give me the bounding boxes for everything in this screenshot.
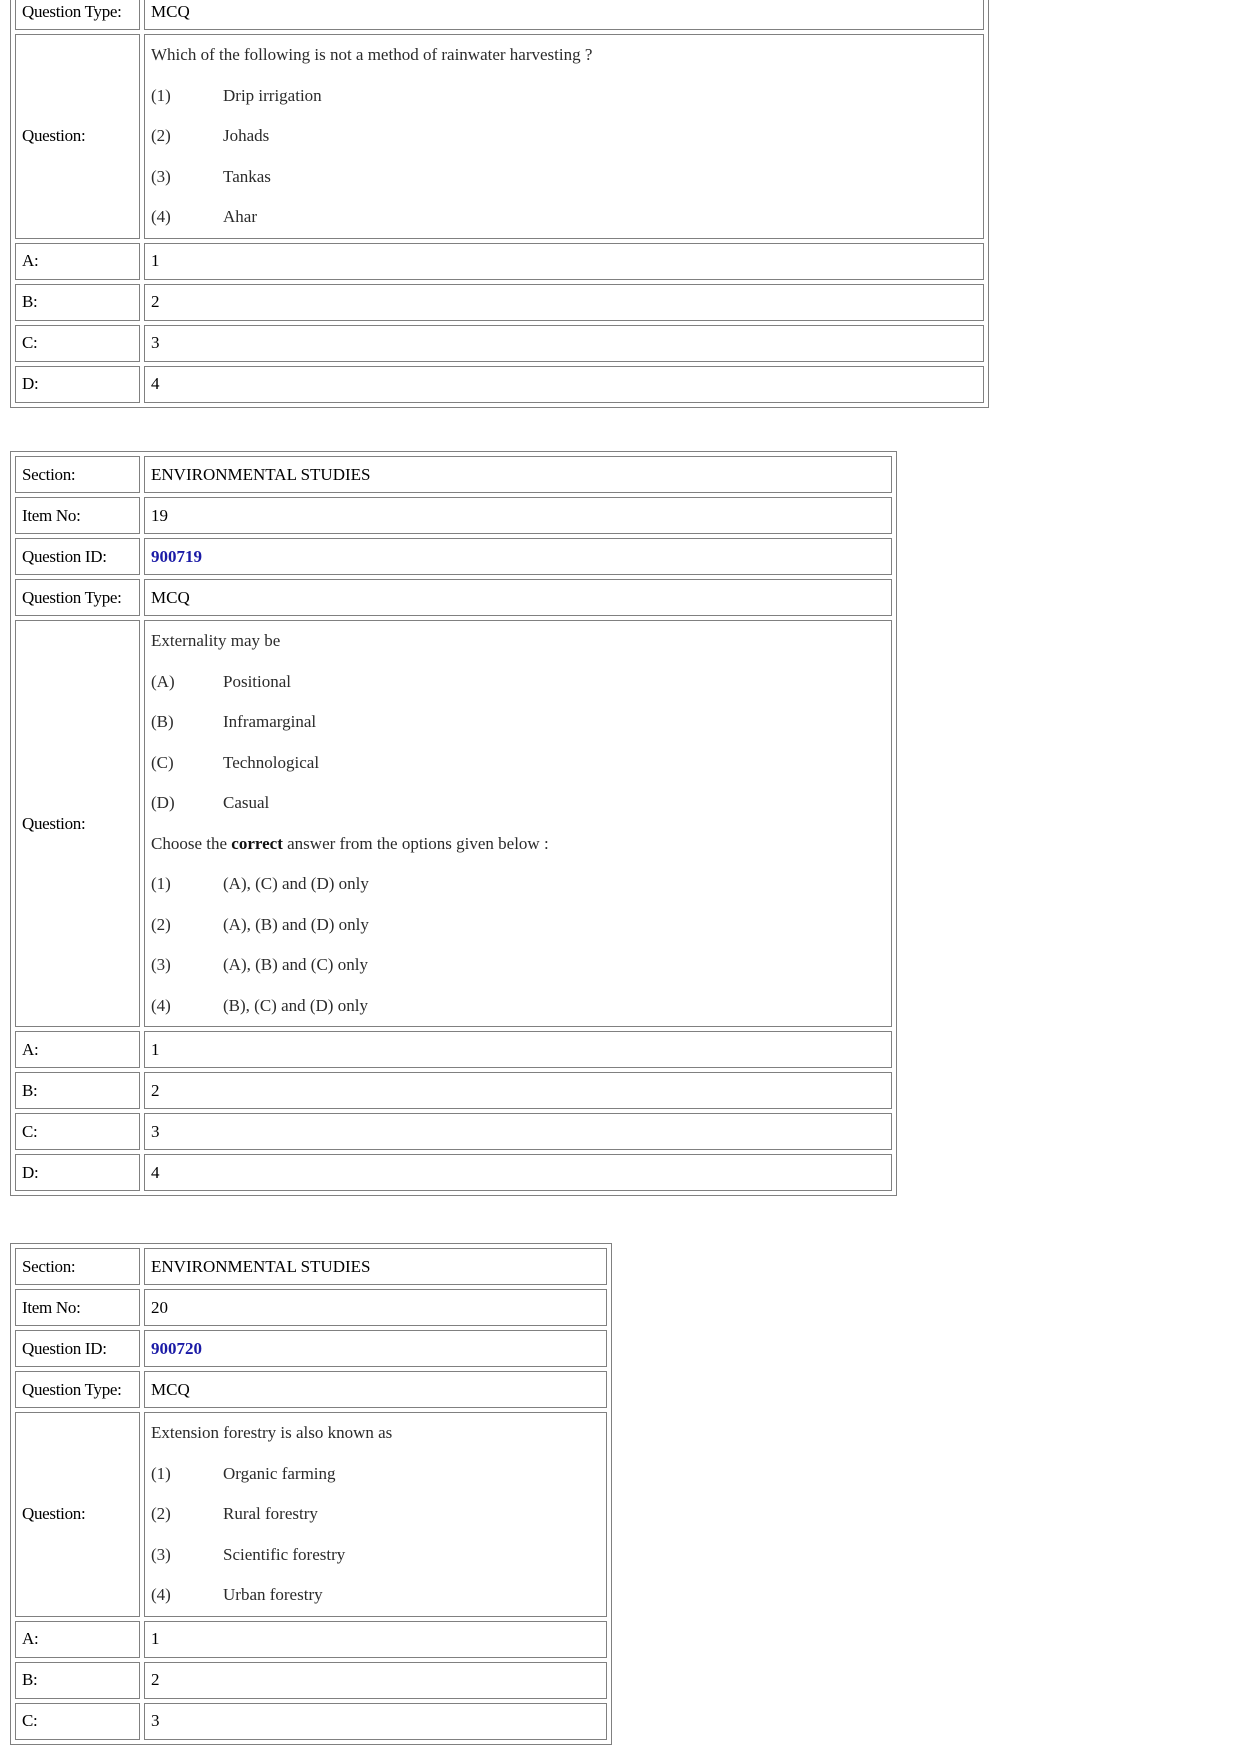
option: (3) Tankas xyxy=(151,166,271,186)
question-label: Question: xyxy=(15,620,140,1027)
question-type-label: Question Type: xyxy=(15,0,140,30)
answer-value-c: 3 xyxy=(144,1703,607,1740)
question-row xyxy=(15,1412,607,1617)
question-type-row xyxy=(15,1371,607,1408)
item-no-label: Item No: xyxy=(15,497,140,534)
question-row xyxy=(15,34,984,239)
question-id-value: 900720 xyxy=(144,1330,607,1367)
question-block-18 xyxy=(10,0,989,408)
answer-row-b xyxy=(15,1072,892,1109)
question-id-row xyxy=(15,1330,607,1367)
question-type-label: Question Type: xyxy=(15,1371,140,1408)
statement: (A) Positional xyxy=(151,671,292,691)
question-block-20 xyxy=(10,1243,612,1745)
answer-label-c: C: xyxy=(15,325,140,362)
answer-label-c: C: xyxy=(15,1703,140,1740)
question-content xyxy=(144,620,892,1027)
question-type-value: MCQ xyxy=(144,579,892,616)
section-row xyxy=(15,456,892,493)
answer-value-a: 1 xyxy=(144,1621,607,1658)
item-no-value: 19 xyxy=(144,497,892,534)
question-type-row xyxy=(15,579,892,616)
answer-value-d: 4 xyxy=(144,366,984,403)
option: (2) Johads xyxy=(151,126,270,145)
question-type-label: Question Type: xyxy=(15,579,140,616)
answer-row-c xyxy=(15,325,984,362)
item-no-label: Item No: xyxy=(15,1289,140,1326)
option: (4) Urban forestry xyxy=(151,1585,323,1604)
section-label: Section: xyxy=(15,1248,140,1285)
question-stem: Which of the following is not a method of rainwater harvesting ? xyxy=(151,45,593,64)
answer-row-b xyxy=(15,284,984,321)
question-type-value: MCQ xyxy=(144,1371,607,1408)
answer-label-b: B: xyxy=(15,284,140,321)
question-type-value: MCQ xyxy=(144,0,984,30)
statement: (D) Casual xyxy=(151,793,270,812)
statement: (C) Technological xyxy=(151,752,320,772)
answer-value-b: 2 xyxy=(144,1072,892,1109)
answer-label-a: A: xyxy=(15,1031,140,1068)
answer-row-c xyxy=(15,1703,607,1740)
answer-value-a: 1 xyxy=(144,243,984,280)
answer-row-a xyxy=(15,1031,892,1068)
answer-row-a xyxy=(15,243,984,280)
answer-label-c: C: xyxy=(15,1113,140,1150)
answer-value-c: 3 xyxy=(144,325,984,362)
statement: (B) Inframarginal xyxy=(151,712,317,731)
answer-value-c: 3 xyxy=(144,1113,892,1150)
question-content xyxy=(144,1412,607,1617)
question-id-label: Question ID: xyxy=(15,538,140,575)
answer-row-c xyxy=(15,1113,892,1150)
question-stem: Externality may be xyxy=(151,631,281,650)
question-label: Question: xyxy=(15,1412,140,1617)
item-no-row xyxy=(15,1289,607,1326)
option: (4) (B), (C) and (D) only xyxy=(151,995,368,1015)
option: (3) (A), (B) and (C) only xyxy=(151,955,368,974)
option: (2) Rural forestry xyxy=(151,1504,318,1523)
question-type-row xyxy=(15,0,984,30)
answer-label-b: B: xyxy=(15,1072,140,1109)
answer-value-b: 2 xyxy=(144,1662,607,1699)
answer-value-a: 1 xyxy=(144,1031,892,1068)
answer-label-a: A: xyxy=(15,1621,140,1658)
question-block-19 xyxy=(10,451,897,1196)
answer-row-d xyxy=(15,366,984,403)
answer-value-b: 2 xyxy=(144,284,984,321)
section-value: ENVIRONMENTAL STUDIES xyxy=(144,1248,607,1285)
answer-row-b xyxy=(15,1662,607,1699)
option: (1) Organic farming xyxy=(151,1463,336,1483)
answer-value-d: 4 xyxy=(144,1154,892,1191)
question-id-value: 900719 xyxy=(144,538,892,575)
answer-row-a xyxy=(15,1621,607,1658)
answer-label-a: A: xyxy=(15,243,140,280)
question-id-label: Question ID: xyxy=(15,1330,140,1367)
item-no-value: 20 xyxy=(144,1289,607,1326)
option: (4) Ahar xyxy=(151,207,257,226)
section-label: Section: xyxy=(15,456,140,493)
question-content xyxy=(144,34,984,239)
question-stem: Extension forestry is also known as xyxy=(151,1423,393,1442)
question-id-row xyxy=(15,538,892,575)
answer-label-d: D: xyxy=(15,1154,140,1191)
question-row xyxy=(15,620,892,1027)
answer-row-d xyxy=(15,1154,892,1191)
section-row xyxy=(15,1248,607,1285)
answer-label-d: D: xyxy=(15,366,140,403)
option: (1) Drip irrigation xyxy=(151,85,322,105)
option: (2) (A), (B) and (D) only xyxy=(151,914,369,934)
instruction: Choose the correct answer from the options given below : xyxy=(151,833,549,853)
option: (1) (A), (C) and (D) only xyxy=(151,874,369,893)
item-no-row xyxy=(15,497,892,534)
answer-label-b: B: xyxy=(15,1662,140,1699)
question-label: Question: xyxy=(15,34,140,239)
section-value: ENVIRONMENTAL STUDIES xyxy=(144,456,892,493)
option: (3) Scientific forestry xyxy=(151,1544,346,1564)
